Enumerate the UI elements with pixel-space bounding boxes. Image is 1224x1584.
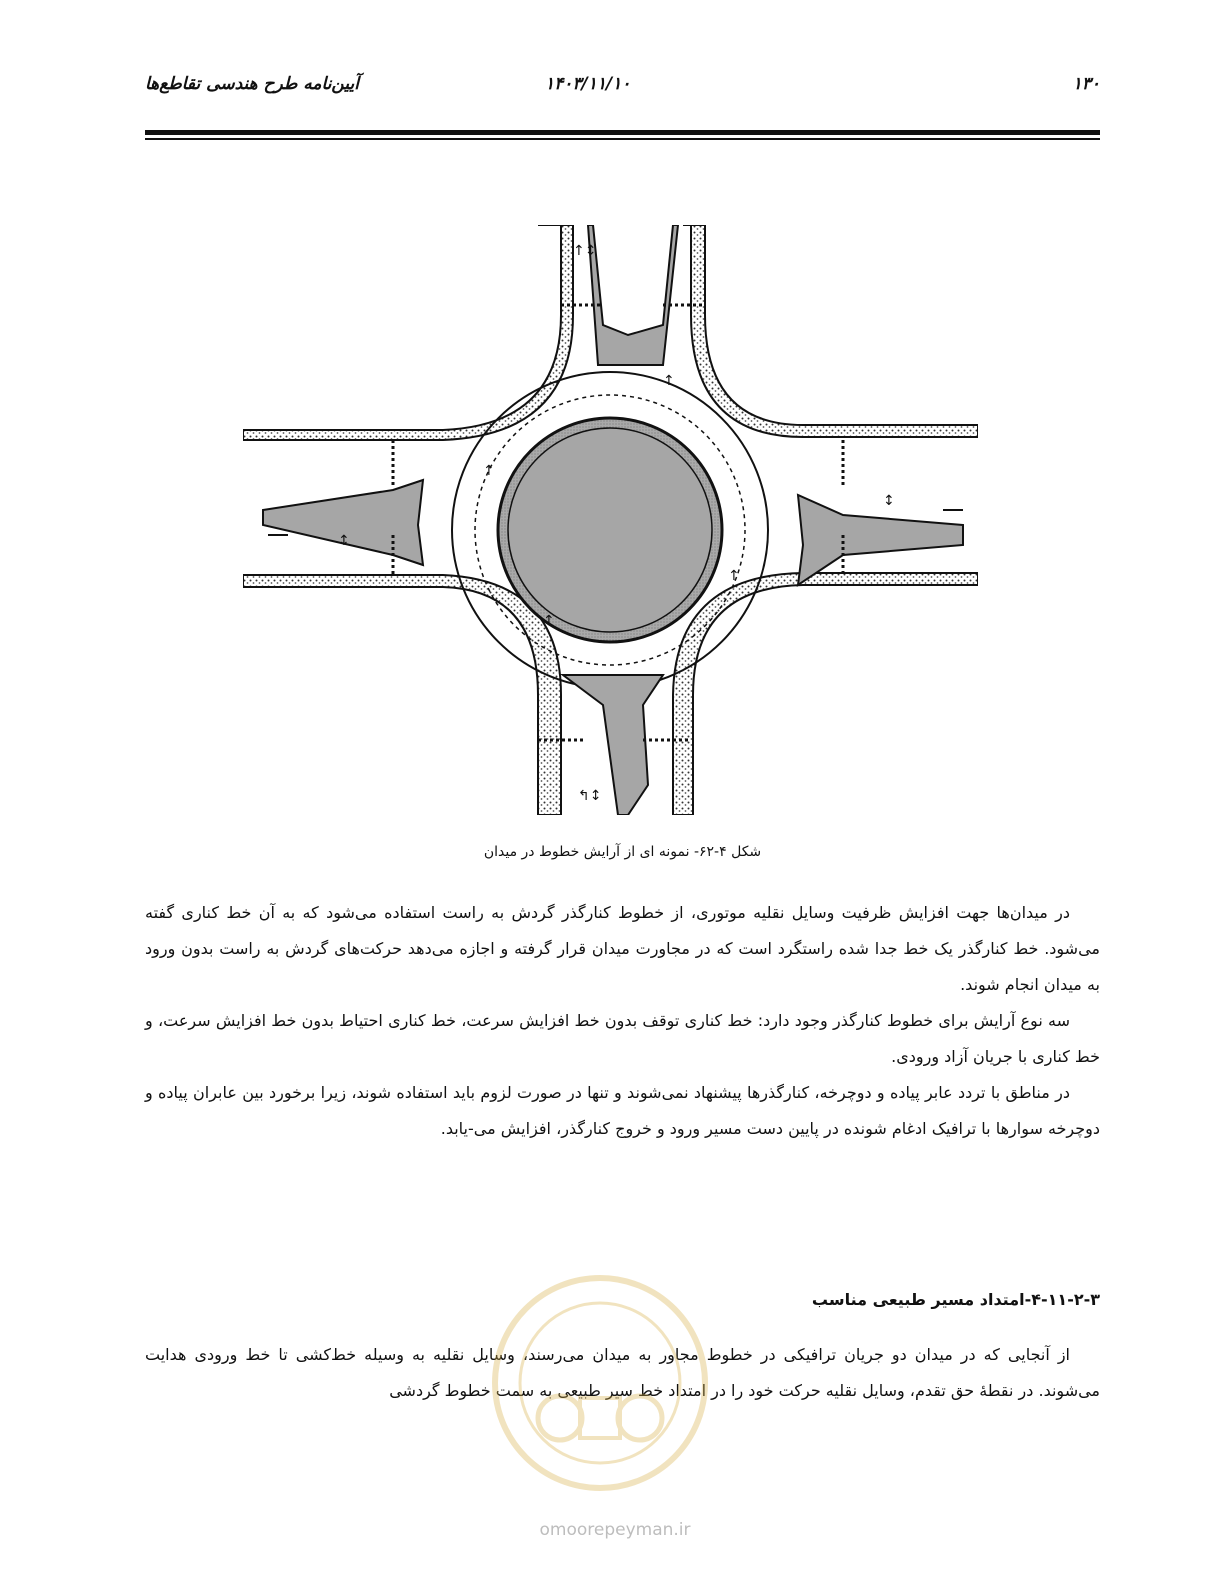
svg-text:↰↕: ↰↕: [578, 788, 602, 804]
watermark-url: omoorepeyman.ir: [539, 1520, 691, 1540]
paragraph: در میدان‌ها جهت افزایش ظرفیت وسایل نقلیه موتوری، از خطوط کنارگذر گردش به راست استفاده می‌شود که به آن خط کناری گفته می‌شود. خط کنارگذر یک خط جدا شده راستگرد است که در مجاورت میدان قرار گرفته و اجازه می‌دهد حرکت‌های گردش به راست بدون ورود به میدان انجام شوند.: [145, 903, 1100, 994]
paragraph: سه نوع آرایش برای خطوط کنارگذر وجود دارد: خط کناری توقف بدون خط افزایش سرعت، خط کناری احتیاط بدون خط افزایش سرعت، و خط کناری با جریان آزاد ورودی.: [145, 1011, 1100, 1066]
header-title: آیین‌نامه طرح هندسی تقاطع‌ها: [145, 74, 359, 94]
page-number: ۱۳۰: [1072, 74, 1100, 94]
paragraph: از آنجایی که در میدان دو جریان ترافیکی در خطوط مجاور به میدان می‌رسند، وسایل نقلیه به وسیله خط‌کشی تا خط ورودی هدایت می‌شوند. در نقطهٔ حق تقدم، وسایل نقلیه حرکت خود را در امتداد خط سیر طبیعی به سمت خطوط گردشی: [145, 1345, 1100, 1400]
roundabout-diagram: [243, 225, 978, 815]
svg-text:↑: ↑: [728, 568, 740, 584]
paragraph: در مناطق با تردد عابر پیاده و دوچرخه، کنارگذرها پیشنهاد نمی‌شوند و تنها در صورت لزوم باید استفاده شوند، زیرا برخورد بین عابران پیاده و دوچرخه سوارها با ترافیک ادغام شونده در پایین دست مسیر ورود و خروج کنارگذر، افزایش می-یابد.: [145, 1083, 1100, 1138]
svg-text:↑: ↑: [483, 463, 495, 479]
header-date: ۱۴۰۳/۱۱/۱۰: [545, 74, 631, 94]
body-paragraphs: [145, 895, 1100, 1147]
svg-text:↑↕: ↑↕: [573, 243, 597, 259]
svg-text:↕: ↕: [883, 493, 895, 509]
svg-text:↑: ↑: [543, 613, 555, 629]
section-title: ۴-۱۱-۲-۳-امتداد مسیر طبیعی مناسب: [811, 1290, 1100, 1309]
header-rule-thin: [145, 138, 1100, 140]
figure-caption: شکل ۴-۶۲- نمونه ای از آرایش خطوط در میدان: [483, 844, 762, 860]
watermark-logo: [485, 1268, 715, 1498]
page-header: [145, 74, 1100, 104]
header-rule-thick: [145, 130, 1100, 135]
svg-text:↕: ↕: [338, 533, 350, 549]
svg-text:↑: ↑: [663, 373, 675, 389]
